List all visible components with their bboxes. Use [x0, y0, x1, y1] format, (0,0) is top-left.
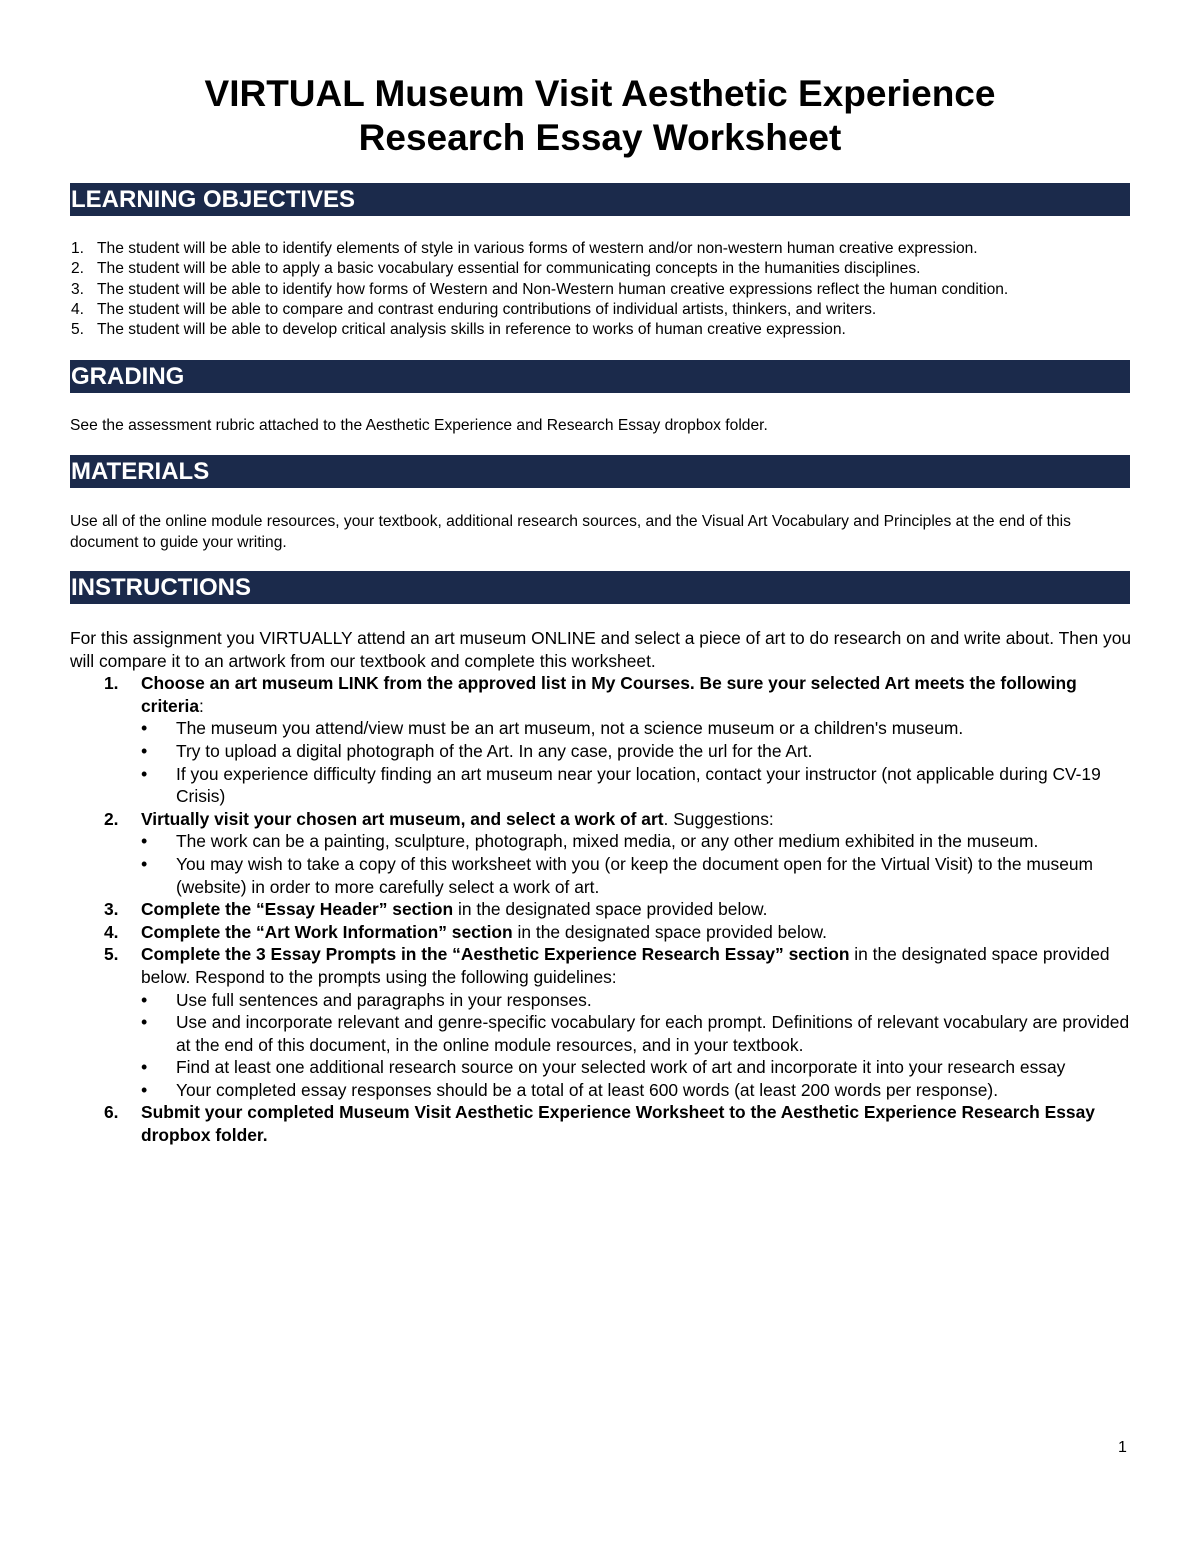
bullet-item: • Find at least one additional research source on your selected work of art and incorporate it into your research essay [141, 1056, 1132, 1079]
item-number: 4. [71, 300, 85, 318]
step-bullets [141, 717, 1132, 807]
step-heading: Submit your completed Museum Visit Aesthetic Experience Worksheet to the Aesthetic Experience Research Essay dropbox folder. [141, 1102, 1095, 1146]
item-number: 5. [71, 321, 85, 339]
instructions-body [70, 627, 1132, 1147]
step-text: in the designated space provided below. Respond to the prompts using the following guidelines: [141, 944, 1110, 987]
bullet-item: • The museum you attend/view must be an art museum, not a science museum or a children's museum. [141, 717, 1132, 740]
step-number: 4. [104, 921, 119, 942]
step-item [70, 1101, 1132, 1146]
step-text: in the designated space provided below. [453, 899, 768, 920]
step-number: 1. [104, 673, 119, 694]
step-text: : [199, 695, 204, 716]
step-number: 5. [104, 944, 119, 965]
step-item [70, 898, 1132, 921]
instructions-steps [70, 672, 1132, 1146]
instructions-intro: For this assignment you VIRTUALLY attend an art museum ONLINE and select a piece of art to do research on and write about. Then you will compare it to an artwork from our textbook and complete this worksheet. [70, 628, 1132, 671]
step-heading: Virtually visit your chosen art museum, and select a work of art [141, 808, 664, 829]
bullet-item: • You may wish to take a copy of this worksheet with you (or keep the document open for the Virtual Visit) to the museum (website) in order to more carefully select a work of art. [141, 853, 1132, 898]
step-text: . Suggestions: [663, 808, 774, 829]
list-item [70, 259, 1140, 279]
item-number: 1. [71, 240, 85, 257]
step-text: in the designated space provided below. [512, 921, 827, 942]
step-number: 2. [104, 808, 119, 829]
bullet-item: • If you experience difficulty finding an art museum near your location, contact your instructor (not applicable during CV-19 Crisis) [141, 763, 1132, 808]
bullet-item: • The work can be a painting, sculpture, photograph, mixed media, or any other medium exhibited in the museum. [141, 830, 1132, 853]
step-heading: Complete the “Essay Header” section [141, 899, 454, 920]
step-item [70, 943, 1132, 1101]
list-item [70, 280, 1140, 300]
item-text: The student will be able to apply a basic vocabulary essential for communicating concepts in the humanities disciplines. [97, 260, 921, 278]
item-number: 2. [71, 260, 85, 278]
title-line-1: VIRTUAL Museum Visit Aesthetic Experience [204, 73, 996, 114]
step-bullets [141, 830, 1132, 898]
section-header-learning-objectives: LEARNING OBJECTIVES [70, 183, 1130, 216]
item-text: The student will be able to compare and contrast enduring contributions of individual artists, thinkers, and writers. [97, 300, 877, 318]
list-item [70, 300, 1140, 320]
title-line-2: Research Essay Worksheet [358, 117, 842, 158]
bullet-item: • Use and incorporate relevant and genre-specific vocabulary for each prompt. Definitions of relevant vocabulary are provided at the end of this document, in the online module resources, and in your textbook. [141, 1011, 1132, 1056]
step-item [70, 672, 1132, 808]
item-text: The student will be able to develop critical analysis skills in reference to works of human creative expression. [97, 321, 846, 339]
step-number: 3. [104, 899, 119, 920]
step-number: 6. [104, 1102, 119, 1123]
item-text: The student will be able to identify how forms of Western and Non-Western human creative expressions reflect the human condition. [97, 280, 1009, 298]
bullet-item: • Your completed essay responses should be a total of at least 600 words (at least 200 words per response). [141, 1079, 1132, 1102]
page-number: 1 [1118, 1439, 1127, 1456]
item-number: 3. [71, 280, 85, 298]
section-header-materials: MATERIALS [70, 455, 1130, 488]
objectives-list [70, 239, 1140, 340]
materials-text: Use all of the online module resources, your textbook, additional research sources, and the Visual Art Vocabulary and Principles at the end of this document to guide your writing. [70, 513, 1071, 551]
grading-text: See the assessment rubric attached to the Aesthetic Experience and Research Essay dropbox folder. [70, 417, 768, 434]
section-header-grading: GRADING [70, 360, 1130, 393]
step-heading: Choose an art museum LINK from the approved list in My Courses. Be sure your selected Art meets the following criteria [141, 673, 1077, 716]
step-bullets [141, 989, 1132, 1102]
bullet-item: • Use full sentences and paragraphs in your responses. [141, 989, 1132, 1012]
document-title [0, 72, 1200, 160]
item-text: The student will be able to identify elements of style in various forms of western and/or non-western human creative expression. [97, 240, 978, 257]
step-heading: Complete the 3 Essay Prompts in the “Aesthetic Experience Research Essay” section [141, 944, 850, 965]
step-heading: Complete the “Art Work Information” section [141, 921, 513, 942]
section-header-instructions: INSTRUCTIONS [70, 571, 1130, 604]
list-item [70, 320, 1140, 340]
bullet-item: • Try to upload a digital photograph of the Art. In any case, provide the url for the Art. [141, 740, 1132, 763]
step-item [70, 921, 1132, 944]
list-item [70, 239, 1140, 259]
step-item [70, 808, 1132, 898]
